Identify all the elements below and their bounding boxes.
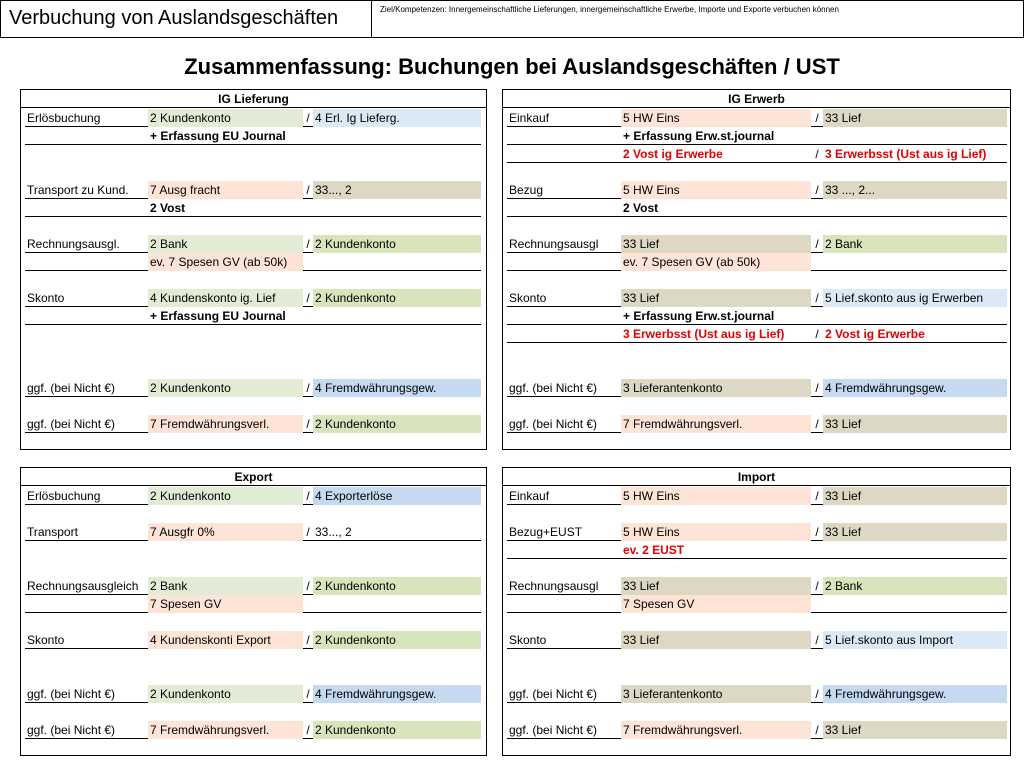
debit-account: 33 Lief — [621, 631, 811, 649]
row-label: Bezug — [509, 183, 544, 197]
debit-account: 7 Fremdwährungsverl. — [148, 415, 303, 433]
separator: / — [306, 417, 310, 431]
table-row — [507, 127, 1007, 145]
debit-account: 7 Ausg fracht — [148, 181, 303, 199]
debit-account: 5 HW Eins — [621, 487, 811, 505]
credit-account: 4 Fremdwährungsgew. — [313, 379, 481, 397]
row-label: ggf. (bei Nicht €) — [27, 687, 116, 701]
table-row — [507, 289, 1007, 307]
credit-account: 4 Fremdwährungsgew. — [823, 685, 1007, 703]
row-label: Rechnungsausgleich — [27, 579, 139, 593]
debit-account: 7 Fremdwährungsverl. — [621, 415, 811, 433]
table-row — [507, 181, 1007, 199]
table-row — [25, 181, 481, 199]
separator: / — [306, 237, 310, 251]
row-label: ggf. (bei Nicht €) — [27, 417, 116, 431]
separator: / — [306, 381, 310, 395]
document-title: Verbuchung von Auslandsgeschäften — [0, 0, 372, 38]
row-label: Rechnungsausgl. — [27, 237, 120, 251]
credit-account: 33 ..., 2... — [823, 181, 1007, 199]
debit-account: ev. 2 EUST — [623, 543, 685, 557]
row-label — [25, 127, 148, 145]
debit-account: 5 HW Eins — [621, 523, 811, 541]
credit-account: 4 Fremdwährungsgew. — [313, 685, 481, 703]
table-row — [507, 145, 1007, 163]
table-row — [507, 415, 1007, 433]
row-label: Erlösbuchung — [27, 111, 101, 125]
main-title: Zusammenfassung: Buchungen bei Auslandsgeschäften / UST — [184, 54, 840, 79]
debit-account: 33 Lief — [621, 235, 811, 253]
separator: / — [306, 291, 310, 305]
debit-account: 7 Fremdwährungsverl. — [148, 721, 303, 739]
credit-account: 33 Lief — [823, 415, 1007, 433]
row-label: ggf. (bei Nicht €) — [509, 687, 598, 701]
row-label: Erlösbuchung — [27, 489, 101, 503]
debit-account: 7 Ausgfr 0% — [148, 523, 303, 541]
table-row — [507, 325, 1007, 343]
table-row — [25, 487, 481, 505]
table-row — [507, 631, 1007, 649]
separator: / — [815, 723, 819, 737]
credit-account: 33 Lief — [823, 109, 1007, 127]
debit-account: 2 Kundenkonto — [148, 379, 303, 397]
table-row — [507, 253, 1007, 271]
debit-account: 5 HW Eins — [621, 181, 811, 199]
table-row — [507, 685, 1007, 703]
debit-account: + Erfassung Erw.st.journal — [623, 129, 775, 143]
debit-account: 2 Bank — [148, 577, 303, 595]
separator: / — [815, 327, 819, 341]
table-row — [507, 487, 1007, 505]
debit-account: 4 Kundenskonto ig. Lief — [148, 289, 303, 307]
separator: / — [306, 687, 310, 701]
credit-account: 33 Lief — [823, 523, 1007, 541]
row-label: ggf. (bei Nicht €) — [509, 417, 598, 431]
row-label: Transport — [27, 525, 78, 539]
table-row — [25, 289, 481, 307]
debit-account: 2 Kundenkonto — [148, 685, 303, 703]
panel-title: IG Erwerb — [503, 90, 1010, 108]
table-row — [25, 253, 481, 271]
credit-account: 33 Lief — [823, 721, 1007, 739]
debit-account: ev. 7 Spesen GV (ab 50k) — [621, 253, 811, 271]
debit-account: 33 Lief — [621, 289, 811, 307]
panel-title: Import — [503, 468, 1010, 486]
separator: / — [306, 633, 310, 647]
row-label: Skonto — [27, 291, 65, 305]
separator: / — [815, 417, 819, 431]
debit-account: 4 Kundenskonti Export — [148, 631, 303, 649]
separator: / — [815, 687, 819, 701]
panel-import — [502, 467, 1011, 756]
table-row — [25, 235, 481, 253]
separator: / — [306, 489, 310, 503]
table-row — [507, 379, 1007, 397]
debit-account: 7 Spesen GV — [148, 595, 303, 613]
credit-account: 2 Kundenkonto — [313, 289, 481, 307]
debit-account: 2 Vost — [623, 201, 659, 215]
credit-account: 2 Kundenkonto — [313, 577, 481, 595]
row-label: ggf. (bei Nicht €) — [27, 381, 116, 395]
credit-account: 5 Lief.skonto aus Import — [823, 631, 1007, 649]
row-label: ggf. (bei Nicht €) — [509, 381, 598, 395]
separator: / — [306, 111, 310, 125]
table-row — [25, 577, 481, 595]
debit-account: 3 Lieferantenkonto — [621, 685, 811, 703]
table-row — [507, 523, 1007, 541]
credit-account: 2 Kundenkonto — [313, 235, 481, 253]
row-label: Transport zu Kund. — [27, 183, 129, 197]
table-row — [507, 235, 1007, 253]
credit-account: 2 Vost ig Erwerbe — [825, 327, 925, 341]
row-label: Bezug+EUST — [509, 525, 583, 539]
separator: / — [815, 579, 819, 593]
debit-account: + Erfassung EU Journal — [150, 129, 286, 143]
row-label: Skonto — [27, 633, 65, 647]
debit-account: ev. 7 Spesen GV (ab 50k) — [148, 253, 303, 271]
credit-account: 2 Kundenkonto — [313, 721, 481, 739]
table-row — [507, 109, 1007, 127]
credit-account: 33 Lief — [823, 487, 1007, 505]
separator: / — [815, 525, 819, 539]
panel-ig-erwerb — [502, 89, 1011, 450]
credit-account: 33..., 2 — [313, 181, 481, 199]
row-label: Skonto — [509, 291, 547, 305]
panel-ig-lieferung — [20, 89, 487, 450]
table-row — [507, 541, 1007, 559]
debit-account: 2 Bank — [148, 235, 303, 253]
credit-account: 33..., 2 — [315, 525, 352, 539]
debit-account: 2 Kundenkonto — [148, 109, 303, 127]
credit-account: 2 Bank — [823, 235, 1007, 253]
debit-account: + Erfassung Erw.st.journal — [623, 309, 775, 323]
table-row — [25, 595, 481, 613]
separator: / — [306, 525, 310, 539]
debit-account: 7 Spesen GV — [621, 595, 811, 613]
table-row — [25, 109, 481, 127]
row-label: ggf. (bei Nicht €) — [27, 723, 116, 737]
table-row — [25, 721, 481, 739]
table-row — [507, 721, 1007, 739]
row-label: Skonto — [509, 633, 547, 647]
table-row — [507, 595, 1007, 613]
separator: / — [306, 579, 310, 593]
row-label: Einkauf — [509, 111, 550, 125]
credit-account: 4 Fremdwährungsgew. — [823, 379, 1007, 397]
separator: / — [815, 633, 819, 647]
credit-account: 4 Erl. Ig Lieferg. — [313, 109, 481, 127]
debit-account: 7 Fremdwährungsverl. — [621, 721, 811, 739]
table-row — [507, 577, 1007, 595]
table-row — [25, 379, 481, 397]
debit-account: 2 Vost ig Erwerbe — [623, 147, 723, 161]
debit-account: 3 Erwerbsst (Ust aus ig Lief) — [623, 327, 785, 341]
debit-account: 3 Lieferantenkonto — [621, 379, 811, 397]
debit-account: 5 HW Eins — [621, 109, 811, 127]
table-row — [507, 307, 1007, 325]
table-row — [25, 685, 481, 703]
objective-text: Ziel/Kompetenzen: Innergemeinschaftliche Lieferungen, innergemeinschaftliche Erwerbe, Importe und Exporte verbuchen können — [380, 5, 839, 14]
credit-account: 2 Kundenkonto — [313, 415, 481, 433]
row-label: ggf. (bei Nicht €) — [509, 723, 598, 737]
separator: / — [815, 183, 819, 197]
panel-title: IG Lieferung — [21, 90, 486, 108]
debit-account: + Erfassung EU Journal — [150, 309, 286, 323]
separator: / — [815, 147, 819, 161]
panel-title: Export — [21, 468, 486, 486]
separator: / — [815, 237, 819, 251]
debit-account: 2 Kundenkonto — [148, 487, 303, 505]
separator: / — [306, 723, 310, 737]
separator: / — [815, 291, 819, 305]
debit-account: 2 Vost — [150, 201, 186, 215]
separator: / — [306, 183, 310, 197]
table-row — [25, 307, 481, 325]
row-label: Rechnungsausgl — [509, 579, 599, 593]
row-label: Einkauf — [509, 489, 550, 503]
table-row — [507, 199, 1007, 217]
separator: / — [815, 489, 819, 503]
separator: / — [815, 111, 819, 125]
table-row — [25, 415, 481, 433]
table-row — [25, 127, 481, 145]
debit-account: 33 Lief — [621, 577, 811, 595]
row-label: Rechnungsausgl — [509, 237, 599, 251]
credit-account: 2 Bank — [823, 577, 1007, 595]
table-row — [25, 631, 481, 649]
panel-export — [20, 467, 487, 756]
separator: / — [815, 381, 819, 395]
credit-account: 5 Lief.skonto aus ig Erwerben — [823, 289, 1007, 307]
credit-account: 4 Exporterlöse — [313, 487, 481, 505]
credit-account: 3 Erwerbsst (Ust aus ig Lief) — [825, 147, 987, 161]
table-row — [25, 199, 481, 217]
table-row — [25, 523, 481, 541]
credit-account: 2 Kundenkonto — [313, 631, 481, 649]
